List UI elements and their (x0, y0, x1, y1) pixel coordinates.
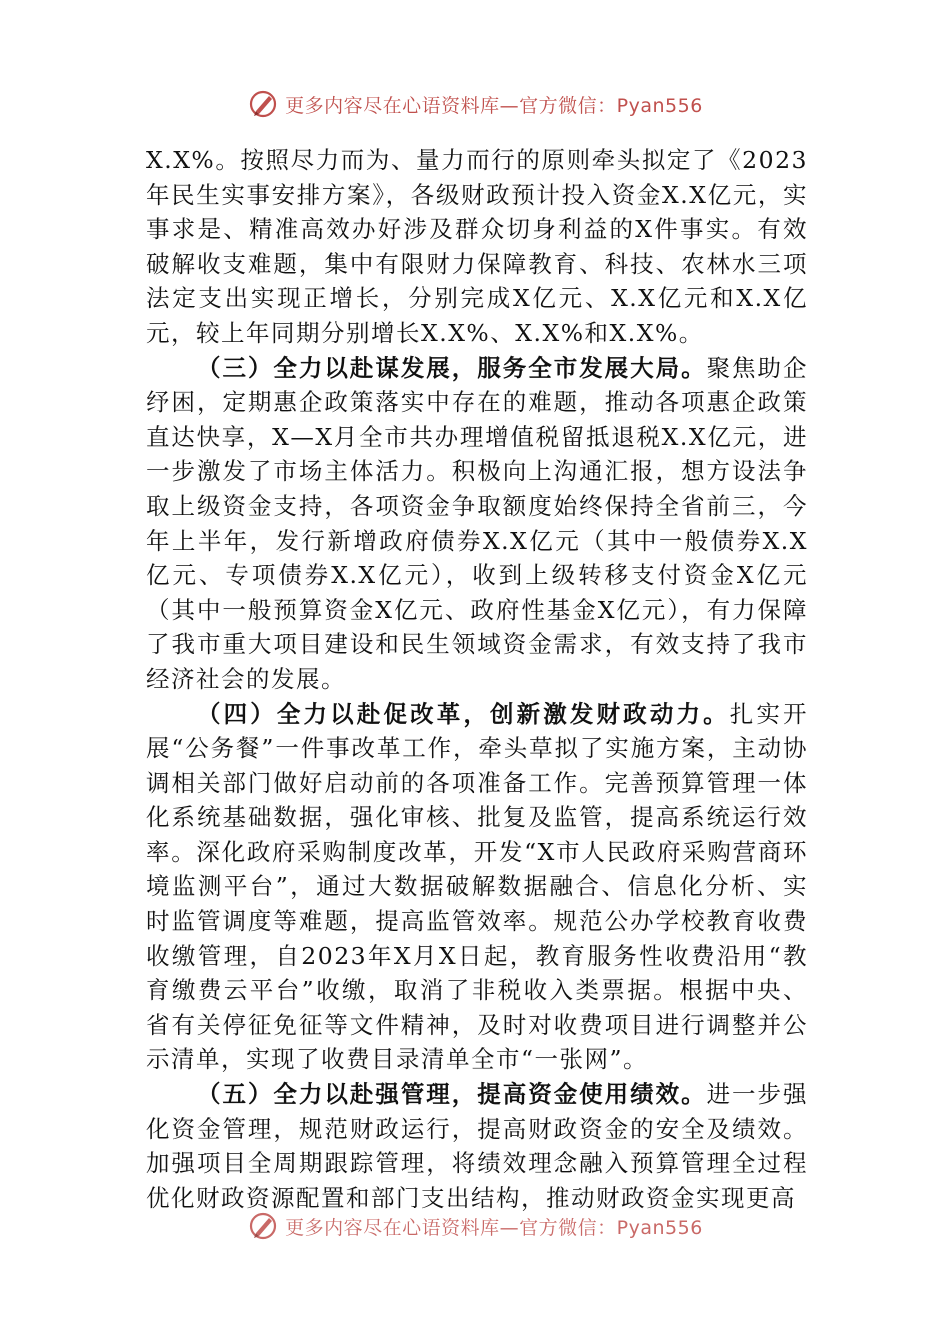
paragraph-text: X.X%。按照尽力而为、量力而行的原则牵头拟定了《2023年民生实事安排方案》，各级财政预计投入资金X.X亿元，实事求是、精准高效办好涉及群众切身利益的X件事实。有效破解收支难题，集中有限财力保障教育、科技、农林水三项法定支出实现正增长，分别完成X亿元、X.X亿元和X.X亿元，较上年同期分别增长X.X%、X.X%和X.X%。 (146, 146, 808, 347)
watermark-text: 更多内容尽在心语资料库—官方微信：Pyan556 (285, 1216, 703, 1239)
section-heading: （四）全力以赴促改革，创新激发财政动力。 (197, 699, 730, 728)
footer-watermark (0, 1206, 950, 1246)
watermark-text: 更多内容尽在心语资料库—官方微信：Pyan556 (285, 94, 703, 117)
paragraph-continued (146, 143, 808, 351)
document-body (146, 143, 808, 1215)
header-watermark (0, 84, 950, 124)
paragraph-text: 进一步强化资金管理，规范财政运行，提高财政资金的安全及绩效。加强项目全周期跟踪管理，将绩效理念融入预算管理全过程优化财政资源配置和部门支出结构，推动财政资金实现更高 (146, 1080, 809, 1212)
paragraph-section-5 (146, 1077, 808, 1215)
section-heading: （五）全力以赴强管理，提高资金使用绩效。 (197, 1080, 707, 1109)
pen-logo-icon (247, 1210, 279, 1242)
paragraph-text: 聚焦助企纾困，定期惠企政策落实中存在的难题，推动各项惠企政策直达快享，X—X月全市共办理增值税留抵退税X.X亿元，进一步激发了市场主体活力。积极向上沟通汇报，想方设法争取上级资金支持，各项资金争取额度始终保持全省前三，今年上半年，发行新增政府债券X.X亿元（其中一般债券X.X亿元、专项债券X.X亿元），收到上级转移支付资金X亿元（其中一般预算资金X亿元、政府性基金X亿元），有力保障了我市重大项目建设和民生领域资金需求，有效支持了我市经济社会的发展。 (146, 353, 809, 693)
paragraph-section-4 (146, 697, 808, 1078)
paragraph-text: 扎实开展“公务餐”一件事改革工作，牵头草拟了实施方案，主动协调相关部门做好启动前的各项准备工作。完善预算管理一体化系统基础数据，强化审核、批复及监管，提高系统运行效率。深化政府采购制度改革，开发“X市人民政府采购营商环境监测平台”，通过大数据破解数据融合、信息化分析、实时监管调度等难题，提高监管效率。规范公办学校教育收费收缴管理，自2023年X月X日起，教育服务性收费沿用“教育缴费云平台”收缴，取消了非税收入类票据。根据中央、省有关停征免征等文件精神，及时对收费项目进行调整并公示清单，实现了收费目录清单全市“一张网”。 (146, 699, 809, 1074)
paragraph-section-3 (146, 351, 808, 697)
section-heading: （三）全力以赴谋发展，服务全市发展大局。 (197, 353, 707, 382)
pen-logo-icon (247, 88, 279, 120)
